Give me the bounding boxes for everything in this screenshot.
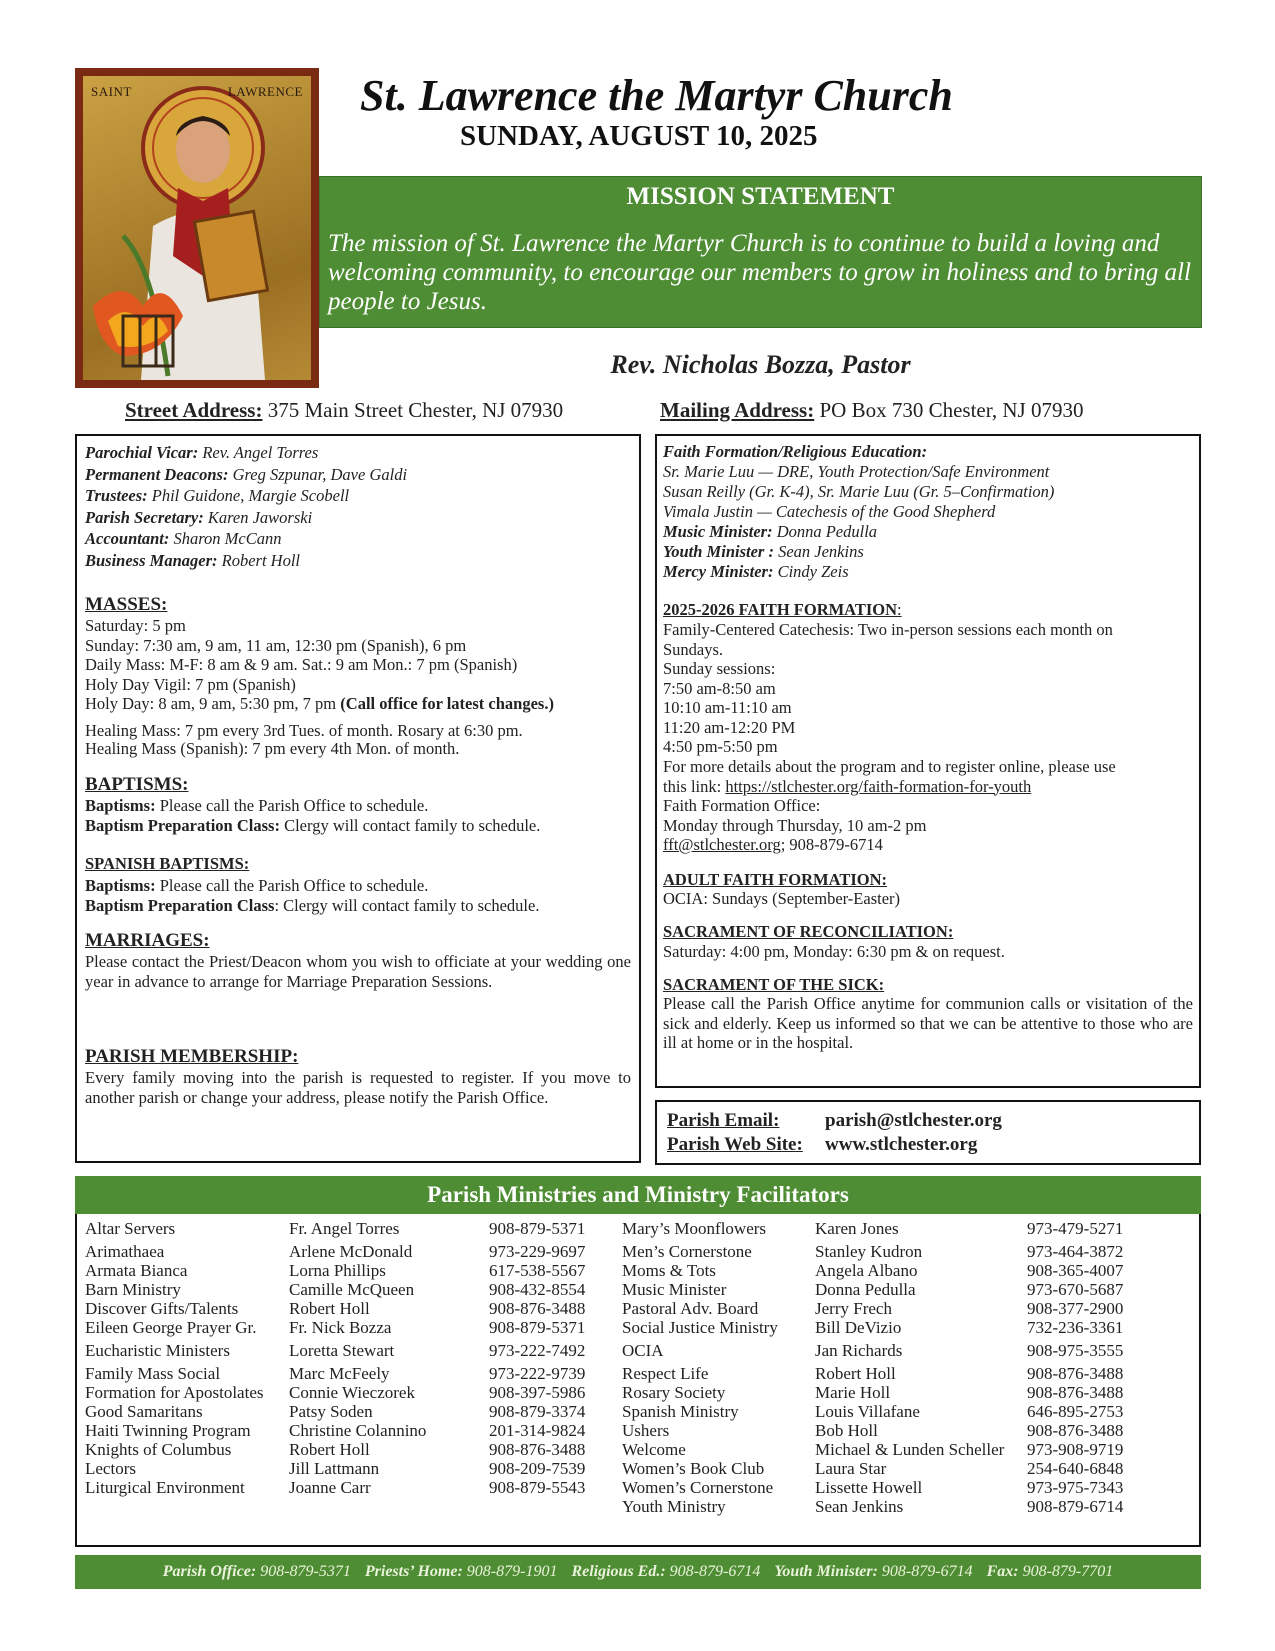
ministry-facilitator: Bob Holl — [815, 1421, 878, 1440]
saint-lawrence-icon-image — [75, 68, 319, 388]
ministry-phone: 908-876-3488 — [1027, 1364, 1124, 1383]
ministry-facilitator: Patsy Soden — [289, 1402, 373, 1421]
ministry-facilitator: Connie Wieczorek — [289, 1383, 415, 1402]
footer-contact-item: Religious Ed.: 908-879-6714 — [571, 1563, 761, 1580]
mailing-address — [660, 398, 1083, 423]
ministry-phone: 201-314-9824 — [489, 1421, 586, 1440]
ministry-facilitator: Lissette Howell — [815, 1478, 923, 1497]
spanish-baptisms-heading: SPANISH BAPTISMS: — [85, 854, 250, 873]
parish-email-row: Parish Email: parish@stlchester.org — [667, 1110, 1002, 1131]
ministry-phone: 908-397-5986 — [489, 1383, 586, 1402]
contact-footer — [75, 1555, 1201, 1589]
reconciliation-heading: SACRAMENT OF RECONCILIATION: — [663, 922, 954, 941]
ministry-facilitator: Loretta Stewart — [289, 1341, 395, 1360]
ministry-name: Women’s Cornerstone — [622, 1478, 774, 1497]
healing-mass-info: Healing Mass: 7 pm every 3rd Tues. of month. Rosary at 6:30 pm. Healing Mass (Spanish): 7 pm every 4th Mon. of month. — [85, 721, 523, 758]
marriages-heading: MARRIAGES: — [85, 930, 210, 951]
ministry-name: Music Minister — [622, 1280, 727, 1299]
ministry-facilitator: Marie Holl — [815, 1383, 891, 1402]
ministry-phone: 908-879-5371 — [489, 1318, 586, 1337]
ministry-facilitator: Jerry Frech — [815, 1299, 892, 1318]
ministry-facilitator: Joanne Carr — [289, 1478, 371, 1497]
staff-row: Parochial Vicar: Rev. Angel Torres — [85, 443, 319, 462]
saint-figure-illustration — [83, 76, 311, 380]
sacrament-of-sick-heading: SACRAMENT OF THE SICK: — [663, 975, 885, 994]
ministry-phone: 908-879-5543 — [489, 1478, 586, 1497]
ministry-phone: 908-432-8554 — [489, 1280, 586, 1299]
ministry-name: Family Mass Social — [85, 1364, 221, 1383]
adult-faith-formation-heading: ADULT FAITH FORMATION: — [663, 870, 887, 889]
ministry-name: Rosary Society — [622, 1383, 726, 1402]
ministry-phone: 973-222-7492 — [489, 1341, 586, 1360]
ministry-facilitator: Jan Richards — [815, 1341, 903, 1360]
spanish-baptisms-info: Baptisms: Please call the Parish Office to schedule. Baptism Preparation Class: Clergy will contact family to schedule. — [85, 876, 540, 915]
ministry-name: Ushers — [622, 1421, 670, 1440]
ministry-phone: 973-908-9719 — [1027, 1440, 1124, 1459]
ministry-name: Social Justice Ministry — [622, 1318, 778, 1337]
ministry-name: Lectors — [85, 1459, 136, 1478]
reconciliation-text: Saturday: 4:00 pm, Monday: 6:30 pm & on request. — [663, 942, 1005, 961]
ministry-facilitator: Robert Holl — [815, 1364, 896, 1383]
ministry-phone: 908-879-3374 — [489, 1402, 586, 1421]
footer-contact-item: Parish Office: 908-879-5371 — [162, 1563, 351, 1580]
ministry-name: Armata Bianca — [85, 1261, 188, 1280]
ministry-name: Discover Gifts/Talents — [85, 1299, 239, 1318]
staff-row: Accountant: Sharon McCann — [85, 529, 282, 548]
ministry-facilitator: Louis Villafane — [815, 1402, 920, 1421]
ministry-facilitator: Laura Star — [815, 1459, 887, 1478]
ministry-phone: 973-670-5687 — [1027, 1280, 1124, 1299]
staff-row: Parish Secretary: Karen Jaworski — [85, 507, 313, 527]
parish-membership-text: Every family moving into the parish is requested to register. If you move to another parish or change your address, please notify the Parish Office. — [85, 1068, 631, 1107]
ministry-name: Moms & Tots — [622, 1261, 716, 1280]
ministry-facilitator: Michael & Lunden Scheller — [815, 1440, 1005, 1459]
ministry-name: Spanish Ministry — [622, 1402, 739, 1421]
staff-list — [85, 442, 407, 571]
parish-website-link[interactable]: www.stlchester.org — [825, 1134, 978, 1155]
ministry-phone: 908-209-7539 — [489, 1459, 586, 1478]
ministry-name: Formation for Apostolates — [85, 1383, 264, 1402]
faith-formation-staff: Faith Formation/Religious Education: Sr. Marie Luu — DRE, Youth Protection/Safe Environment Susan Reilly (Gr. K-4), Sr. Marie Luu (Gr. 5–Confirmation) Vimala Justin — Catechesis of the Good Shepherd Music Minister: Donna Pedulla Youth Minister : Sean Jenkins Mercy Minister: Cindy Zeis — [663, 442, 1055, 581]
ministry-name: Good Samaritans — [85, 1402, 203, 1421]
ministry-phone: 908-876-3488 — [1027, 1383, 1124, 1402]
mission-heading: MISSION STATEMENT — [626, 183, 895, 210]
ministry-facilitator: Bill DeVizio — [815, 1318, 902, 1337]
masses-list: Saturday: 5 pm Sunday: 7:30 am, 9 am, 11 am, 12:30 pm (Spanish), 6 pm Daily Mass: M-F: 8 am & 9 am. Sat.: 9 am Mon.: 7 pm (Spanish) Holy Day Vigil: 7 pm (Spanish) Holy Day: 8 am, 9 am, 5:30 pm, 7 pm (Call office for latest changes.) — [85, 616, 554, 713]
street-address-value: 375 Main Street Chester, NJ 07930 — [267, 398, 564, 422]
church-title: St. Lawrence the Martyr Church — [360, 71, 953, 120]
ministry-name: Knights of Columbus — [85, 1440, 232, 1459]
ministry-name: Liturgical Environment — [85, 1478, 245, 1497]
ministry-name: Altar Servers — [85, 1219, 176, 1238]
faith-formation-2025-schedule: Family-Centered Catechesis: Two in-person sessions each month on Sundays. Sunday sessions: 7:50 am-8:50 am 10:10 am-11:10 am 11:20 am-12:20 PM 4:50 pm-5:50 pm — [663, 620, 1113, 756]
ministry-phone: 617-538-5567 — [489, 1261, 586, 1280]
ministry-name: Eileen George Prayer Gr. — [85, 1318, 257, 1337]
footer-contact-item: Youth Minister: 908-879-6714 — [774, 1563, 973, 1580]
ministry-phone: 973-464-3872 — [1027, 1242, 1124, 1261]
icon-label-saint: SAINT — [91, 84, 132, 99]
mission-text: The mission of St. Lawrence the Martyr Church is to continue to build a loving and welcoming community, to encourage our members to grow in holiness and to bring all people to Jesus. — [328, 230, 1191, 315]
ministry-name: Women’s Book Club — [622, 1459, 765, 1478]
ministry-facilitator: Donna Pedulla — [815, 1280, 916, 1299]
ministry-phone: 646-895-2753 — [1027, 1402, 1124, 1421]
staff-row: Permanent Deacons: Greg Szpunar, Dave Galdi — [85, 464, 408, 484]
faith-formation-link[interactable]: https://stlchester.org/faith-formation-for-youth — [725, 776, 1032, 796]
parish-membership-heading: PARISH MEMBERSHIP: — [85, 1046, 299, 1067]
icon-label-lawrence: LAWRENCE — [227, 84, 303, 99]
ministry-phone: 973-222-9739 — [489, 1364, 586, 1383]
parish-info-box — [75, 434, 641, 1163]
parish-email-link[interactable]: parish@stlchester.org — [825, 1110, 1002, 1131]
staff-row: Trustees: Phil Guidone, Margie Scobell — [85, 486, 350, 505]
parish-contact-box — [655, 1100, 1201, 1165]
baptisms-heading: BAPTISMS: — [85, 774, 189, 795]
ministry-name: Haiti Twinning Program — [85, 1421, 251, 1440]
ministry-phone: 908-365-4007 — [1027, 1261, 1124, 1280]
ministry-phone: 973-229-9697 — [489, 1242, 586, 1261]
bulletin-date: SUNDAY, AUGUST 10, 2025 — [460, 120, 818, 152]
ministry-facilitator: Fr. Nick Bozza — [289, 1318, 392, 1337]
parish-website-row: Parish Web Site: www.stlchester.org — [667, 1134, 978, 1155]
ministry-phone: 908-876-3488 — [489, 1299, 586, 1318]
ministry-facilitator: Jill Lattmann — [289, 1459, 380, 1478]
mission-statement-box — [319, 176, 1202, 328]
ministry-name: Pastoral Adv. Board — [622, 1299, 759, 1318]
ministry-name: OCIA — [622, 1341, 664, 1360]
adult-faith-formation-text: OCIA: Sundays (September-Easter) — [663, 889, 901, 908]
mailing-address-label: Mailing Address: — [660, 398, 815, 422]
pastor-name: Rev. Nicholas Bozza, Pastor — [610, 350, 911, 379]
ministry-phone: 254-640-6848 — [1027, 1459, 1124, 1478]
ministry-name: Respect Life — [622, 1364, 709, 1383]
marriages-text: Please contact the Priest/Deacon whom you wish to officiate at your wedding one year in advance to arrange for Marriage Preparation Sessions. — [85, 952, 631, 991]
sacrament-of-sick-text: Please call the Parish Office anytime for communion calls or visitation of the sick and elderly. Keep us informed so that we can be attentive to those who are ill at home or in the hospital. — [663, 994, 1193, 1052]
ministry-facilitator: Camille McQueen — [289, 1280, 415, 1299]
ministry-facilitator: Sean Jenkins — [815, 1497, 904, 1516]
ministry-name: Arimathaea — [85, 1242, 165, 1261]
ministry-name: Barn Ministry — [85, 1280, 181, 1299]
faith-formation-details: For more details about the program and to register online, please use this link: https://stlchester.org/faith-formation-for-youth Faith Formation Office: Monday through Thursday, 10 am-2 pm fft@stlchester.org; 908-879-6714 — [663, 757, 1116, 854]
ministry-name: Youth Ministry — [622, 1497, 726, 1516]
ministry-phone: 908-879-5371 — [489, 1219, 586, 1238]
ministry-facilitator: Karen Jones — [815, 1219, 899, 1238]
ministry-facilitator: Lorna Phillips — [289, 1261, 386, 1280]
ministry-facilitator: Christine Colannino — [289, 1421, 427, 1440]
footer-contact-item: Priests’ Home: 908-879-1901 — [364, 1563, 558, 1580]
ministry-phone: 908-876-3488 — [1027, 1421, 1124, 1440]
ministry-name: Men’s Cornerstone — [622, 1242, 752, 1261]
ministry-phone: 908-975-3555 — [1027, 1341, 1124, 1360]
ministries-table — [75, 1214, 1201, 1547]
ministry-phone: 908-876-3488 — [489, 1440, 586, 1459]
ministry-phone: 908-879-6714 — [1027, 1497, 1124, 1516]
masses-heading: MASSES: — [85, 594, 168, 615]
footer-contact-item: Fax: 908-879-7701 — [986, 1563, 1114, 1580]
ministry-facilitator: Robert Holl — [289, 1440, 370, 1459]
ministry-facilitator: Angela Albano — [815, 1261, 918, 1280]
ministry-name: Welcome — [622, 1440, 686, 1459]
faith-formation-2025-heading: 2025-2026 FAITH FORMATION: — [663, 600, 902, 619]
ministry-facilitator: Arlene McDonald — [289, 1242, 413, 1261]
ministries-heading: Parish Ministries and Ministry Facilitators — [75, 1176, 1201, 1214]
mailing-address-value: PO Box 730 Chester, NJ 07930 — [819, 398, 1084, 422]
ministry-facilitator: Marc McFeely — [289, 1364, 390, 1383]
ministry-facilitator: Stanley Kudron — [815, 1242, 923, 1261]
faith-formation-email-link[interactable]: fft@stlchester.org — [663, 835, 781, 854]
ministry-name: Mary’s Moonflowers — [622, 1219, 767, 1238]
ministry-name: Eucharistic Ministers — [85, 1341, 230, 1360]
street-address — [125, 398, 563, 423]
ministry-phone: 732-236-3361 — [1027, 1318, 1124, 1337]
faith-formation-box — [655, 434, 1201, 1088]
staff-row: Business Manager: Robert Holl — [85, 550, 300, 570]
ministry-phone: 908-377-2900 — [1027, 1299, 1124, 1318]
street-address-label: Street Address: — [125, 398, 263, 422]
ministry-phone: 973-479-5271 — [1027, 1219, 1124, 1238]
ministry-facilitator: Fr. Angel Torres — [289, 1219, 400, 1238]
ministry-facilitator: Robert Holl — [289, 1299, 370, 1318]
baptisms-info: Baptisms: Please call the Parish Office to schedule. Baptism Preparation Class: Clergy will contact family to schedule. — [85, 796, 541, 835]
ministry-phone: 973-975-7343 — [1027, 1478, 1124, 1497]
